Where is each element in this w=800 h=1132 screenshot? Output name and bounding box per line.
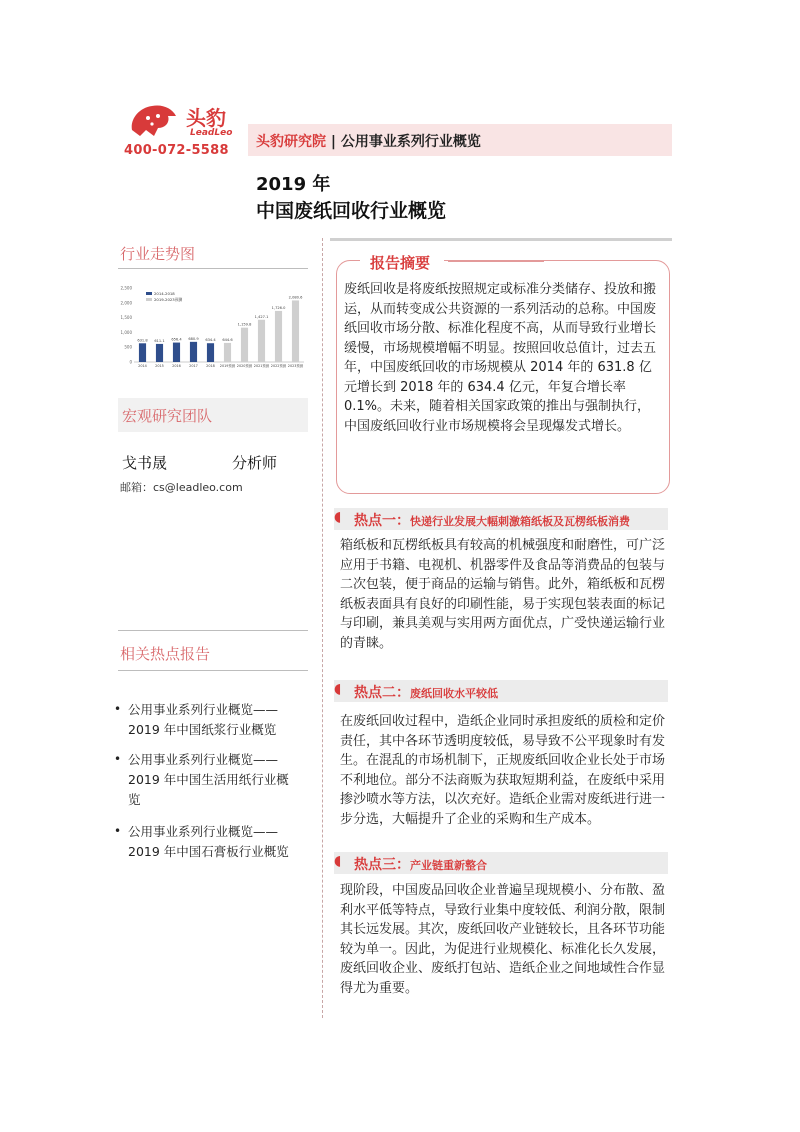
bar-value-label: 680.9 <box>188 336 199 341</box>
phone-number: 400-072-5588 <box>124 143 229 158</box>
chart-bar <box>207 343 214 362</box>
bullet-icon: • <box>114 824 122 838</box>
related-line: 公用事业系列行业概览—— <box>128 824 279 839</box>
hotpoint-text: 在废纸回收过程中，造纸企业同时承担废纸的质检和定价责任，其中各环节透明度较低，易导致不公平现象时有发生。在混乱的市场机制下，正规废纸回收企业长处于市场不利地位。部分不法商贩为获取短期利益，在废纸中采用掺沙喷水等方法，以次充好。造纸企业需对废纸进行进一步分选，大幅提升了企业的采购和生产成本。 <box>340 714 666 827</box>
x-tick-label: 2019预测 <box>219 364 236 368</box>
legend-swatch <box>146 292 152 295</box>
related-line: 2019 年中国石膏板行业概览 <box>128 844 289 859</box>
y-tick-label: 2,000 <box>120 300 132 306</box>
y-tick-label: 500 <box>124 344 132 350</box>
hotpoint-mark-icon: ◖ <box>334 681 342 697</box>
related-line: 2019 年中国纸浆行业概览 <box>128 722 277 737</box>
chart-bar <box>258 320 265 362</box>
hotpoint-label: 热点二： <box>354 685 410 701</box>
bar-value-label: 611.1 <box>154 338 165 343</box>
summary-label: 报告摘要 <box>370 254 431 272</box>
hotpoint-title <box>354 510 630 530</box>
related-title: 相关热点报告 <box>120 645 211 663</box>
trend-separator <box>118 268 308 269</box>
logo-subtitle: LeadLeo <box>190 128 233 138</box>
analyst-email: 邮箱：cs@leadleo.com <box>120 481 243 494</box>
hotpoint-subtitle: 快递行业发展大幅刺激箱纸板及瓦楞纸板消费 <box>410 515 630 528</box>
related-line: 公用事业系列行业概览—— <box>128 702 279 717</box>
bar-value-label: 1,159.8 <box>237 322 252 327</box>
x-tick-label: 2021预测 <box>253 364 270 368</box>
hotpoint-title <box>354 854 487 874</box>
trend-chart <box>118 282 308 372</box>
hotpoint-text: 箱纸板和瓦楞纸板具有较高的机械强度和耐磨性，可广泛应用于书籍、电视机、机器零件及食品等消费品的包装与二次包装，便于商品的运输与销售。此外，箱纸板和瓦楞纸板表面具有良好的印刷性能，易于实现包装表面的标记与印刷，兼具美观与实用两方面优点，广受快递运输行业的青睐。 <box>340 538 666 651</box>
trend-title: 行业走势图 <box>120 245 196 263</box>
bar-value-label: 1,726.0 <box>271 305 286 310</box>
x-tick-label: 2014 <box>138 364 147 368</box>
bar-value-label: 634.4 <box>205 338 216 343</box>
analyst-name: 戈书晟 <box>122 454 168 472</box>
y-tick-label: 2,500 <box>120 285 132 291</box>
y-tick-label: 1,500 <box>120 315 132 321</box>
hotpoint-mark-icon: ◖ <box>334 853 342 869</box>
related-line: 公用事业系列行业概览—— <box>128 752 279 767</box>
bar-value-label: 1,427.1 <box>254 314 269 319</box>
bar-value-label: 644.6 <box>222 337 233 342</box>
bar-value-label: 631.8 <box>137 338 148 343</box>
x-tick-label: 2016 <box>172 364 181 368</box>
x-tick-label: 2022预测 <box>270 364 287 368</box>
report-title: 中国废纸回收行业概览 <box>256 200 447 222</box>
hotpoint-label: 热点三： <box>354 857 410 873</box>
legend-swatch <box>146 298 152 301</box>
x-tick-label: 2017 <box>189 364 198 368</box>
hotpoint-text: 现阶段，中国废品回收企业普遍呈现规模小、分布散、盈利水平低等特点，导致行业集中度较低、利润分散，限制其长远发展。其次，废纸回收产业链较长，且各环节功能较为单一。因此，为促进行业规模化、标准化长久发展，废纸回收企业、废纸打包站、造纸企业之间地域性合作显得尤为重要。 <box>340 883 666 996</box>
summary-label-line <box>448 261 544 262</box>
x-tick-label: 2015 <box>155 364 164 368</box>
team-title: 宏观研究团队 <box>122 407 213 425</box>
logo-name: 头豹 <box>186 106 226 130</box>
bar-value-label: 2,080.6 <box>288 295 303 300</box>
report-year: 2019 年 <box>256 174 331 195</box>
chart-bar <box>292 300 299 362</box>
top-rule <box>330 238 672 241</box>
chart-bar <box>139 343 146 362</box>
bar-value-label: 656.4 <box>171 337 182 342</box>
chart-bar <box>241 328 248 362</box>
chart-bar <box>190 342 197 362</box>
analyst-role: 分析师 <box>232 454 278 472</box>
header-divider: | <box>330 134 336 150</box>
y-tick-label: 1,000 <box>120 329 132 335</box>
x-tick-label: 2020预测 <box>236 364 253 368</box>
summary-text: 废纸回收是将废纸按照规定或标准分类储存、投放和搬运，从而转变成公共资源的一系列活动的总称。中国废纸回收市场分散、标准化程度不高，从而导致行业增长缓慢，市场规模增幅不明显。按照回收总值计，过去五年，中国废纸回收的市场规模从 2014 年的 631.8 亿元增长到 2018 年的 634.4 亿元，年复合增长率 0.1%。未来，随着相关国家政策的推出与强制执行，中国废纸回收行业市场规模将会呈现爆发式增长。 <box>344 282 657 434</box>
bullet-icon: • <box>114 752 122 766</box>
related-line: 览 <box>128 792 141 807</box>
chart-bar <box>275 311 282 362</box>
related-separator-top <box>118 630 308 631</box>
bullet-icon: • <box>114 702 122 716</box>
y-tick-label: 0 <box>129 359 132 365</box>
hotpoint-label: 热点一： <box>354 513 410 529</box>
chart-bar <box>156 344 163 362</box>
related-report-link[interactable] <box>128 750 318 810</box>
hotpoint-subtitle: 废纸回收水平较低 <box>410 687 498 700</box>
hotpoint-title <box>354 682 498 702</box>
related-report-link[interactable] <box>128 700 318 740</box>
series-name: 公用事业系列行业概览 <box>340 134 481 150</box>
hotpoint-mark-icon: ◖ <box>334 509 342 525</box>
chart-bar <box>173 343 180 362</box>
x-tick-label: 2018 <box>206 364 215 368</box>
leopard-logo-icon <box>128 100 180 140</box>
related-report-link[interactable] <box>128 822 318 862</box>
x-tick-label: 2023预测 <box>287 364 304 368</box>
legend-label: 2019-2023预测 <box>154 297 183 302</box>
legend-label: 2014-2018 <box>154 291 175 296</box>
related-line: 2019 年中国生活用纸行业概 <box>128 772 289 787</box>
header-series <box>256 131 481 151</box>
column-divider <box>322 238 323 1018</box>
institute-name: 头豹研究院 <box>256 134 326 150</box>
chart-bar <box>224 343 231 362</box>
related-separator-bottom <box>118 670 308 671</box>
hotpoint-subtitle: 产业链重新整合 <box>410 859 487 872</box>
